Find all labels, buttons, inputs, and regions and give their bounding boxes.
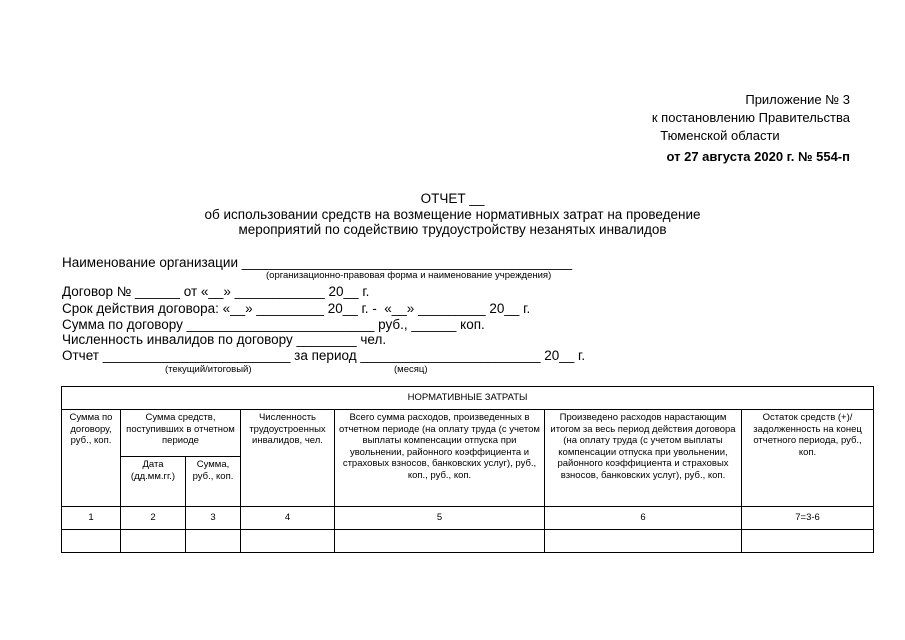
col-employed-count: Численность трудоустроенных инвалидов, чел.	[241, 410, 335, 507]
contract-sum-field: Сумма по договору _________________________ руб., ______ коп.	[62, 317, 485, 332]
column-number: 1	[62, 507, 121, 530]
table-cell-empty[interactable]	[62, 530, 121, 553]
appendix-block	[550, 91, 850, 166]
column-number: 4	[241, 507, 335, 530]
report-month-hint: (месяц)	[394, 364, 428, 375]
column-number: 6	[545, 507, 742, 530]
column-number: 2	[121, 507, 186, 530]
column-number: 5	[335, 507, 545, 530]
table-cell-empty[interactable]	[335, 530, 545, 553]
norm-costs-table	[61, 386, 874, 553]
disabled-count-field: Численность инвалидов по договору ________ чел.	[62, 332, 387, 347]
appendix-line: Тюменской области	[660, 128, 780, 143]
contract-field: Договор № ______ от «__» ____________ 20__ г.	[62, 284, 370, 299]
report-subtitle: мероприятий по содействию трудоустройству незанятых инвалидов	[238, 222, 667, 237]
contract-term-field: Срок действия договора: «__» _________ 20__ г. - «__» _________ 20__ г.	[62, 301, 531, 316]
column-number: 7=3-6	[742, 507, 874, 530]
col-cumulative-expenses: Произведено расходов нарастающим итогом за весь период действия договора (на оплату труда (с учетом выплаты компенсации отпуска при увольнении, районного коэффициента и страховых взносов, банковских услуг), руб., коп.	[545, 410, 742, 507]
report-title: ОТЧЕТ __	[420, 191, 485, 206]
table-cell-empty[interactable]	[545, 530, 742, 553]
report-period-field: Отчет _________________________ за период ________________________ 20__ г.	[62, 348, 586, 363]
table-cell-empty[interactable]	[742, 530, 874, 553]
col-contract-sum: Сумма по договору, руб., коп.	[62, 410, 121, 507]
report-type-hint: (текущий/итоговый)	[165, 364, 252, 375]
table-cell-empty[interactable]	[121, 530, 186, 553]
table-header: НОРМАТИВНЫЕ ЗАТРАТЫ	[62, 387, 874, 410]
organization-field: Наименование организации ____________________________________________	[62, 255, 573, 270]
table-cell-empty[interactable]	[241, 530, 335, 553]
col-received-amount: Сумма, руб., коп.	[186, 457, 241, 507]
col-received-funds: Сумма средств, поступивших в отчетном периоде	[121, 410, 241, 457]
col-period-expenses: Всего сумма расходов, произведенных в отчетном периоде (на оплату труда (с учетом выплаты компенсации отпуска при увольнении, районного коэффициента и страховых взносов, банковских услуг), руб., коп., руб., коп.	[335, 410, 545, 507]
col-balance: Остаток средств (+)/задолженность на конец отчетного периода, руб., коп.	[742, 410, 874, 507]
appendix-line: к постановлению Правительства	[651, 110, 850, 125]
appendix-line: Приложение № 3	[745, 92, 850, 107]
col-received-date: Дата (дд.мм.гг.)	[121, 457, 186, 507]
organization-hint: (организационно-правовая форма и наименование учреждения)	[266, 270, 552, 281]
column-number: 3	[186, 507, 241, 530]
report-subtitle: об использовании средств на возмещение нормативных затрат на проведение	[204, 207, 701, 222]
appendix-decree-date: от 27 августа 2020 г. № 554-п	[666, 149, 850, 164]
table-cell-empty[interactable]	[186, 530, 241, 553]
